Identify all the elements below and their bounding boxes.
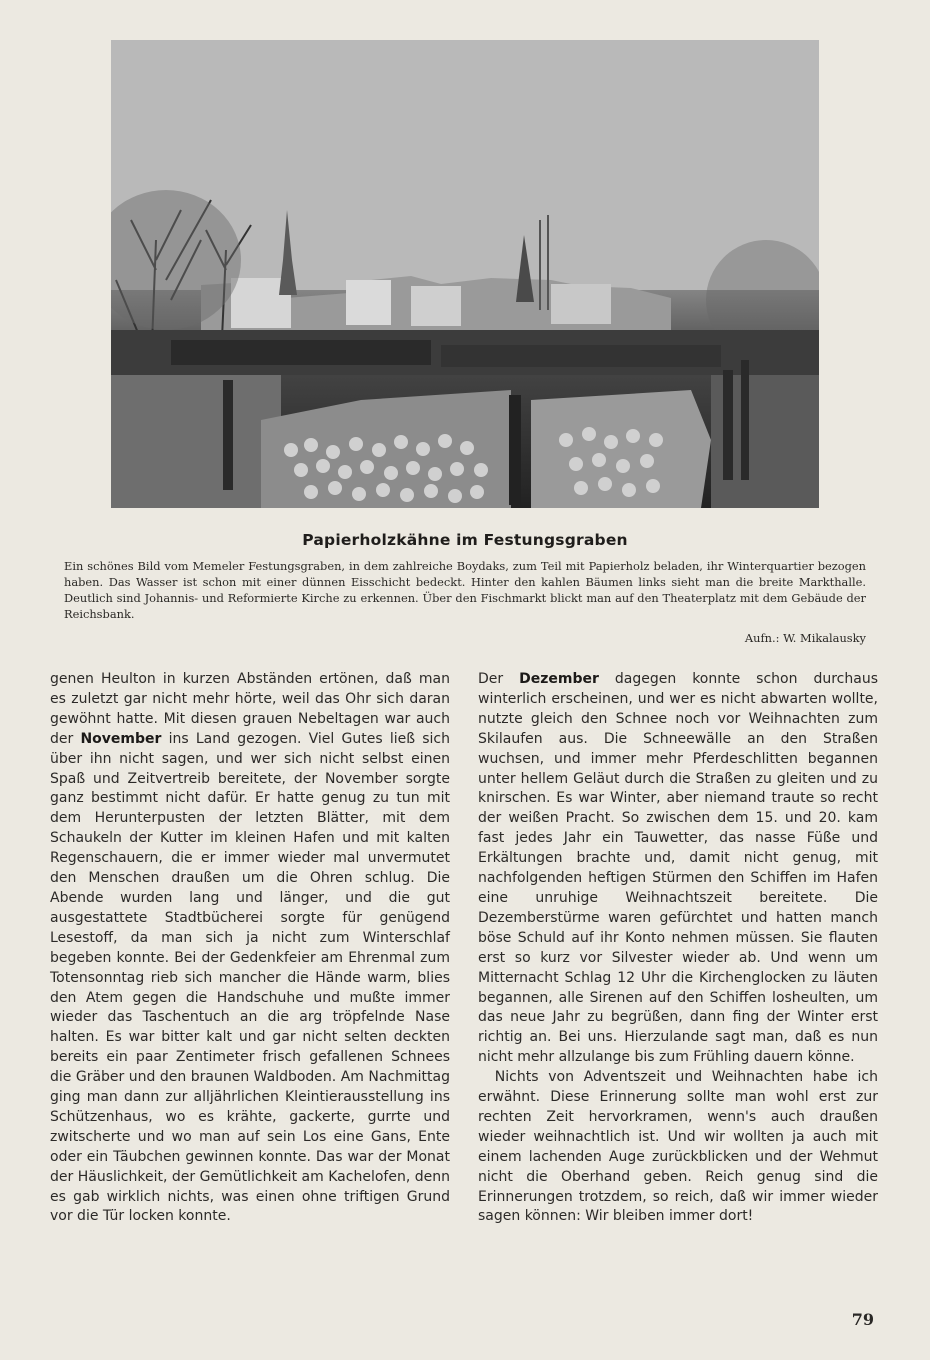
right-paragraph-2: Nichts von Adventszeit und Weihnachten habe ich erwähnt. Diese Erinnerung sollte man wohl erst zur rechten Zeit hervorkramen, wenn's auch draußen wieder weihnachtlich ist. Und wir wollten ja auch mit einem lachenden Auge zurückblicken und der Wehmut nicht die Oberhand geben. Reich genug sind die Erinnerungen trotzdem, so reich, daß wir immer wieder sagen können: Wir bleiben immer dort! — [478, 1069, 878, 1225]
month-november: November — [80, 730, 162, 747]
right-column — [478, 670, 878, 1227]
right-text-end: dagegen konnte schon durchaus winterlich erscheinen, und wer es nicht abwarten wollte, nutzte gleich den Schnee noch vor Weihnachten zum Skilaufen aus. Die Schneewälle an den Straßen wuchsen, und immer mehr Pferdeschlitten begannen unter hellem Geläut durch die Straßen zu gleiten und zu knirschen. Es war Winter, aber niemand traute so recht der weißen Pracht. So zwischen dem 15. und 20. kam fast jedes Jahr ein Tauwetter, das nasse Füße und Erkältungen brachte und, damit nicht genug, mit nachfolgenden heftigen Stürmen den Schiffen im Hafen eine unruhige Weihnachtszeit bereitete. Die Dezemberstürme waren gefürchtet und hatten manch böse Schuld auf ihr Konto nehmen müssen. Sie flauten erst so kurz vor Silvester wieder ab. Und wenn um Mitternacht Schlag 12 Uhr die Kirchenglocken zu läuten begannen, alle Sirenen auf den Schiffen losheulten, um das neue Jahr zu begrüßen, dann fing der Winter erst richtig an. Bei uns. Hierzulande sagt man, daß es nun nicht mehr allzulange bis zum Frühling dauern könne. — [478, 671, 878, 1066]
harbor-photo — [111, 40, 819, 508]
photo-credit: Aufn.: W. Mikalausky — [744, 631, 866, 645]
photo-caption-text: Ein schönes Bild vom Memeler Festungsgraben, in dem zahlreiche Boydaks, zum Teil mit Papierholz beladen, ihr Winterquartier bezogen haben. Das Wasser ist schon mit einer dünnen Eisschicht bedeckt. Hinter den kahlen Bäumen links sieht man die breite Markthalle. Deutlich sind Johannis- und Reformierte Kirche zu erkennen. Über den Fischmarkt blickt man auf den Theaterplatz mit dem Gebäude der Reichsbank. — [64, 559, 866, 621]
right-paragraph-1 — [478, 670, 878, 1068]
month-december: Dezember — [519, 671, 599, 687]
left-text-start: genen Heulton in kurzen Abständen ertönen, daß man es zuletzt gar nicht mehr hörte, weil das Ohr sich daran gewöhnt hatte. Mit diesen grauen Nebeltagen war auch der — [50, 671, 450, 747]
left-column — [50, 670, 450, 1227]
page-number: 79 — [851, 1310, 874, 1329]
left-text-end: ins Land gezogen. Viel Gutes ließ sich über ihn nicht sagen, und wer sich nicht selbst einen Spaß und Zeitvertreib bereitete, der November sorgte ganz bestimmt nicht dafür. Er hatte genug zu tun mit dem Herunterpusten der letzten Blätter, mit dem Schaukeln der Kutter im kleinen Hafen und mit kalten Regenschauern, die er immer wieder mal unvermutet den Menschen draußen um die Ohren schlug. Die Abende wurden lang und länger, und die gut ausgestattete Stadtbücherei sorgte für genügend Lesestoff, da man sich ja nicht zum Winterschlaf begeben konnte. Bei der Gedenkfeier am Ehrenmal zum Totensonntag rieb sich mancher die Hände warm, blies den Atem gegen die Handschuhe und mußte immer wieder das Taschentuch an die arg tröpfelnde Nase halten. Es war bitter kalt und gar nicht selten deckten bereits ein paar Zentimeter frisch gefallenen Schnees die Gräber und den braunen Waldboden. Am Nachmittag ging man dann zur alljährlichen Kleintierausstellung ins Schützenhaus, wo es krähte, gackerte, gurrte und zwitscherte und wo man auf sein Los eine Gans, Ente oder ein Täubchen gewinnen konnte. Das war der Monat der Häuslichkeit, der Gemütlichkeit am Kachelofen, denn es gab wirklich nichts, was einen ohne triftigen Grund vor die Tür locken konnte. — [50, 730, 450, 1225]
right-text-start: Der — [478, 671, 520, 687]
left-paragraph — [50, 670, 450, 1227]
photo-caption-title: Papierholzkähne im Festungsgraben — [302, 531, 628, 549]
harbor-photo-drawing — [111, 40, 819, 508]
